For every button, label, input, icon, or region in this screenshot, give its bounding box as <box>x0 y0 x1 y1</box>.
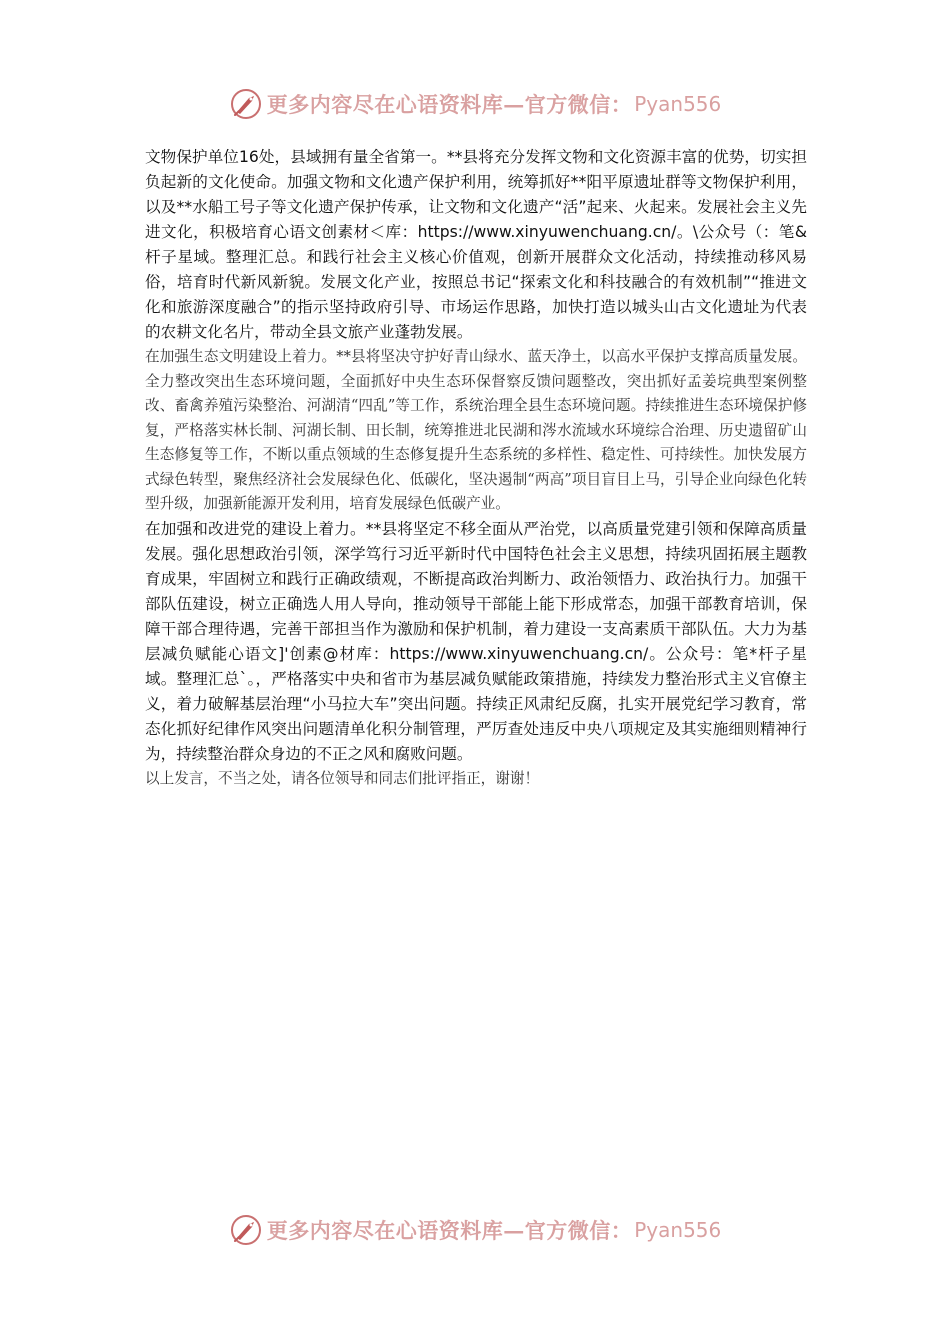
header-watermark-wechat-id: Pyan556 <box>634 92 722 116</box>
document-body <box>145 145 807 791</box>
header-watermark-text: 更多内容尽在心语资料库—官方微信： <box>266 92 633 117</box>
footer-watermark-wechat-id: Pyan556 <box>634 1218 722 1242</box>
footer-watermark-banner <box>0 1210 950 1250</box>
paragraph-closing: 以上发言，不当之处，请各位领导和同志们批评指正，谢谢！ <box>145 769 540 787</box>
footer-watermark-text: 更多内容尽在心语资料库—官方微信： <box>266 1218 633 1243</box>
pen-nib-logo-icon <box>229 87 263 121</box>
paragraph-culture: 文物保护单位16处，县域拥有量全省第一。**县将充分发挥文物和文化资源丰富的优势，切实担负起新的文化使命。加强文物和文化遗产保护利用，统筹抓好**阳平原遗址群等文物保护利用，以及**水船工号子等文化遗产保护传承，让文物和文化遗产“活”起来、火起来。发展社会主义先进文化，积极培育心语文创素材＜库：https://www.xinyuwenchuang.cn/。\公众号（：笔&杆子星域。整理汇总。和践行社会主义核心价值观，创新开展群众文化活动，持续推动移风易俗，培育时代新风新貌。发展文化产业，按照总书记“探索文化和科技融合的有效机制”“推进文化和旅游深度融合”的指示坚持政府引导、市场运作思路，加快打造以城头山古文化遗址为代表的农耕文化名片，带动全县文旅产业蓬勃发展。 <box>145 148 807 341</box>
header-watermark-banner <box>0 84 950 124</box>
paragraph-ecology: 在加强生态文明建设上着力。**县将坚决守护好青山绿水、蓝天净土，以高水平保护支撑高质量发展。全力整改突出生态环境问题，全面抓好中央生态环保督察反馈问题整改，突出抓好孟姜垸典型案例整改、畜禽养殖污染整治、河湖清“四乱”等工作，系统治理全县生态环境问题。持续推进生态环境保护修复，严格落实林长制、河湖长制、田长制，统筹推进北民湖和涔水流域水环境综合治理、历史遗留矿山生态修复等工作，不断以重点领域的生态修复提升生态系统的多样性、稳定性、可持续性。加快发展方式绿色转型，聚焦经济社会发展绿色化、低碳化，坚决遏制“两高”项目盲目上马，引导企业向绿色化转型升级，加强新能源开发利用，培育发展绿色低碳产业。 <box>145 348 807 512</box>
paragraph-party-building: 在加强和改进党的建设上着力。**县将坚定不移全面从严治党，以高质量党建引领和保障高质量发展。强化思想政治引领，深学笃行习近平新时代中国特色社会主义思想，持续巩固拓展主题教育成果，牢固树立和践行正确政绩观，不断提高政治判断力、政治领悟力、政治执行力。加强干部队伍建设，树立正确选人用人导向，推动领导干部能上能下形成常态，加强干部教育培训，保障干部合理待遇，完善干部担当作为激励和保护机制，着力建设一支高素质干部队伍。大力为基层减负赋能心语文]'创素@材库：https://www.xinyuwenchuang.cn/。公众号：笔*杆子星域。整理汇总`。，严格落实中央和省市为基层减负赋能政策措施，持续发力整治形式主义官僚主义，着力破解基层治理“小马拉大车”突出问题。持续正风肃纪反腐，扎实开展党纪学习教育，常态化抓好纪律作风突出问题清单化积分制管理，严厉查处违反中央八项规定及其实施细则精神行为，持续整治群众身边的不正之风和腐败问题。 <box>145 519 807 763</box>
pen-nib-logo-icon <box>229 1213 263 1247</box>
